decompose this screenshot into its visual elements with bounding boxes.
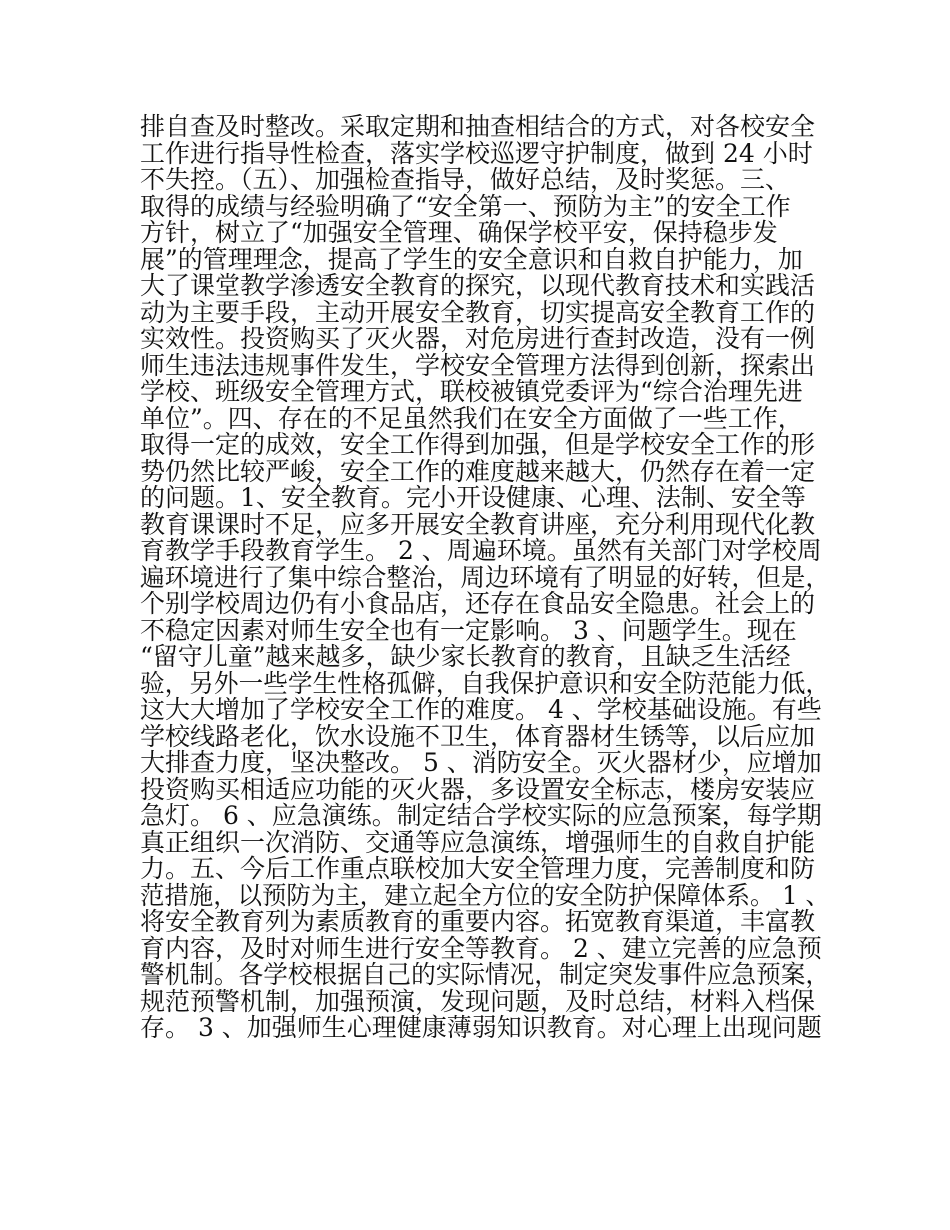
text-line: 大了课堂教学渗透安全教育的探究，以现代教育技术和实践活: [140, 271, 816, 300]
text-line: 学校、班级安全管理方式，联校被镇党委评为“综合治理先进: [140, 377, 803, 406]
text-line: 工作进行指导性检查，落实学校巡逻守护制度，做到 24 小时: [140, 138, 813, 168]
text-line: 力。五、今后工作重点联校加大安全管理力度，完善制度和防: [140, 854, 816, 883]
text-line: 方针，树立了“加强安全管理、确保学校平安，保持稳步发: [140, 218, 778, 247]
text-line: “留守儿童”越来越多，缺少家长教育的教育，且缺乏生活经: [140, 642, 791, 671]
text-line: 取得的成绩与经验明确了“安全第一、预防为主”的安全工作: [140, 191, 791, 221]
text-line: 师生违法违规事件发生，学校安全管理方法得到创新，探索出: [140, 350, 816, 380]
text-line: 急灯。 6 、应急演练。制定结合学校实际的应急预案，每学期: [140, 801, 822, 830]
text-line: 单位”。四、存在的不足虽然我们在安全方面做了一些工作，: [140, 403, 803, 433]
text-line: 验，另外一些学生性格孤僻，自我保护意识和安全防范能力低，: [140, 668, 831, 698]
text-line: 动为主要手段，主动开展安全教育，切实提高安全教育工作的: [140, 297, 816, 327]
text-line: 取得一定的成效，安全工作得到加强，但是学校安全工作的形: [140, 430, 816, 459]
text-line: 不稳定因素对师生安全也有一定影响。 3 、问题学生。现在: [140, 615, 797, 645]
text-line: 育教学手段教育学生。 2 、周遍环境。虽然有关部门对学校周: [140, 536, 822, 565]
text-line: 警机制。各学校根据自己的实际情况，制定突发事件应急预案，: [140, 960, 831, 989]
text-line: 的问题。1、安全教育。完小开设健康、心理、法制、安全等: [140, 483, 806, 512]
text-line: 实效性。投资购买了灭火器，对危房进行查封改造，没有一例: [140, 324, 816, 353]
text-line: 展”的管理理念，提高了学生的安全意识和自救自护能力，加: [140, 244, 803, 274]
text-line: 投资购买相适应功能的灭火器，多设置安全标志，楼房安装应: [140, 774, 816, 804]
text-line: 教育课课时不足，应多开展安全教育讲座，充分利用现代化教: [140, 509, 816, 539]
text-line: 将安全教育列为素质教育的重要内容。拓宽教育渠道，丰富教: [140, 907, 816, 936]
text-line: 大排查力度，坚决整改。 5 、消防安全。灭火器材少，应增加: [140, 748, 822, 777]
text-line: 规范预警机制，加强预演，发现问题，及时总结，材料入档保: [140, 986, 816, 1016]
text-line: 排自查及时整改。采取定期和抽查相结合的方式，对各校安全: [140, 112, 816, 141]
text-line: 不失控。（五）、加强检查指导，做好总结，及时奖惩。三、: [140, 165, 791, 194]
text-line: 范措施，以预防为主，建立起全方位的安全防护保障体系。 1 、: [140, 880, 830, 910]
text-line: 势仍然比较严峻，安全工作的难度越来越大，仍然存在着一定: [140, 456, 816, 486]
body-text: [140, 114, 830, 1042]
text-line: 真正组织一次消防、交通等应急演练，增强师生的自救自护能: [140, 827, 816, 857]
text-line: 遍环境进行了集中综合整治，周边环境有了明显的好转，但是，: [140, 562, 831, 592]
text-line: 存。 3 、加强师生心理健康薄弱知识教育。对心理上出现问题: [140, 1013, 822, 1042]
text-line: 个别学校周边仍有小食品店，还存在食品安全隐患。社会上的: [140, 589, 816, 618]
text-line: 学校线路老化，饮水设施不卫生，体育器材生锈等，以后应加: [140, 721, 816, 751]
text-line: 育内容，及时对师生进行安全等教育。 2 、建立完善的应急预: [140, 933, 822, 963]
text-line: 这大大增加了学校安全工作的难度。 4 、学校基础设施。有些: [140, 695, 822, 724]
